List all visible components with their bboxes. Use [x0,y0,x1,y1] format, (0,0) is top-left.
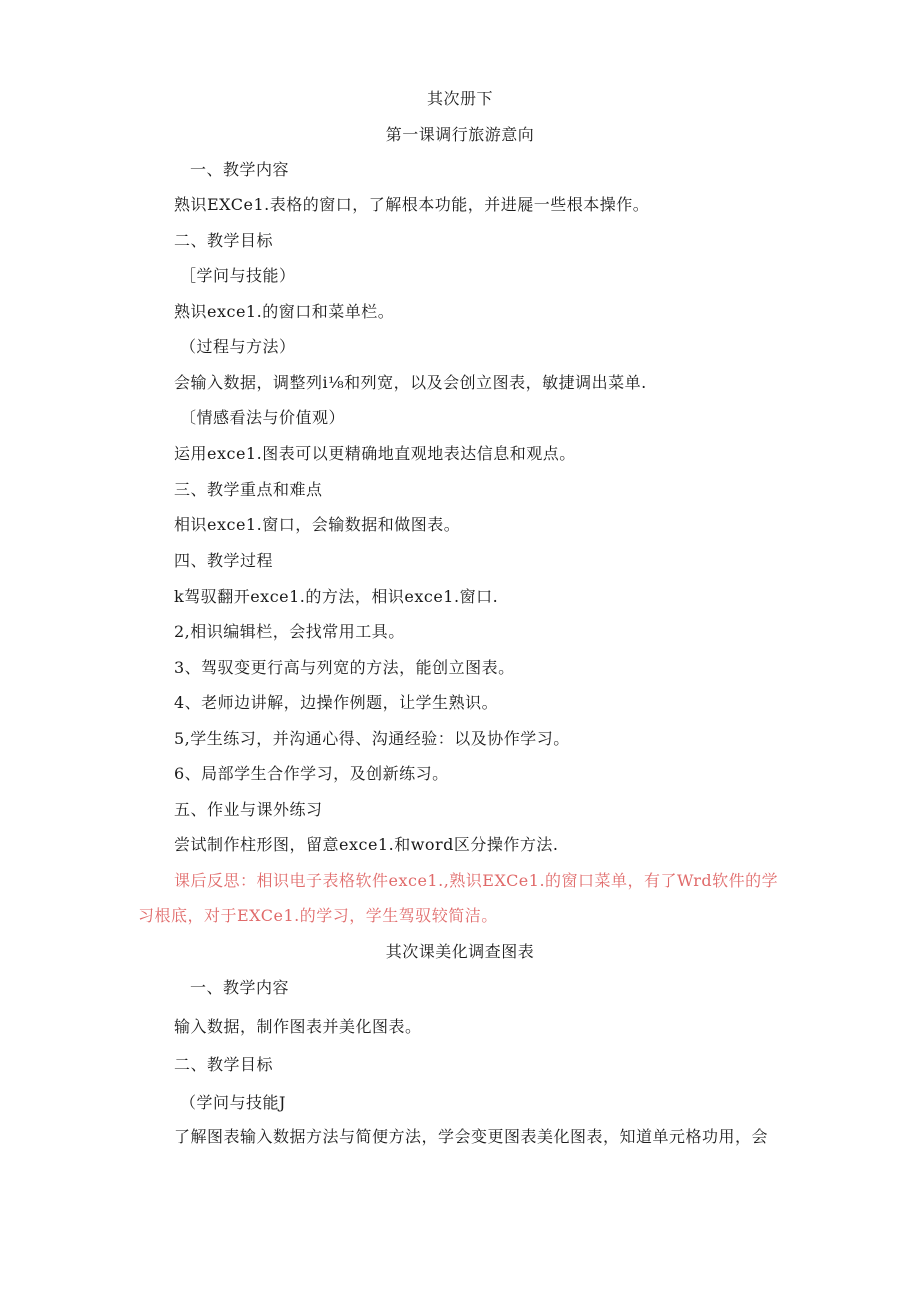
book-title: 其次册下 [426,89,493,108]
lesson2-goal-knowledge-heading: （学问与技能J [180,1093,286,1112]
lesson1-goal-process-text: 会输入数据，调整列i⅛和列宽，以及会创立图表，敏捷调出菜单. [174,373,647,392]
lesson1-goal-knowledge-heading: ［学问与技能） [180,266,296,285]
lesson1-step: 3、驾驭变更行高与列宽的方法，能创立图表。 [174,658,515,677]
lesson1-reflection-line1: 课后反思：相识电子表格软件exce1.,熟识EXCe1.的窗口菜单，有了Wrd软件的学 [174,871,779,890]
lesson1-goal-attitude-text: 运用exce1.图表可以更精确地直观地表达信息和观点。 [174,444,576,463]
lesson1-goal-process-heading: （过程与方法） [180,337,296,356]
lesson1-section2-heading: 二、教学目标 [174,231,274,250]
lesson1-section3-heading: 三、教学重点和难点 [174,480,323,499]
lesson2-goal-knowledge-text: 了解图表输入数据方法与简便方法，学会变更图表美化图表，知道单元格功用，会 [174,1127,769,1146]
lesson1-goal-attitude-heading: 〔情感看法与价值观） [180,408,346,427]
lesson1-step: 6、局部学生合作学习，及创新练习。 [174,764,449,783]
lesson2-section1-text: 输入数据，制作图表并美化图表。 [174,1017,422,1036]
lesson1-step: 5,学生练习，并沟通心得、沟通经验：以及协作学习。 [174,729,570,748]
lesson1-goal-knowledge-text: 熟识exce1.的窗口和菜单栏。 [174,302,395,321]
lesson1-section5-text: 尝试制作柱形图，留意exce1.和word区分操作方法. [174,835,559,854]
lesson1-section1-heading: 一、教学内容 [190,160,290,179]
lesson1-step: 2,相识编辑栏，会找常用工具。 [174,622,405,641]
lesson1-section3-text: 相识exce1.窗口，会输数据和做图表。 [174,515,461,534]
lesson2-section1-heading: 一、教学内容 [190,978,290,997]
lesson1-section4-heading: 四、教学过程 [174,551,274,570]
lesson1-section5-heading: 五、作业与课外练习 [174,800,323,819]
lesson1-reflection-line2: 习根底，对于EXCe1.的学习，学生驾驭较简洁。 [138,906,498,925]
lesson2-section2-heading: 二、教学目标 [174,1055,274,1074]
lesson1-section1-text: 熟识EXCe1.表格的窗口，了解根本功能，并进屣一些根本操作。 [174,195,650,214]
lesson1-step: 4、老师边讲解，边操作例题，让学生熟识。 [174,693,499,712]
lesson1-title: 第一课调行旅游意向 [385,125,535,144]
lesson2-title: 其次课美化调查图表 [385,942,535,961]
lesson1-step: k驾驭翻开exce1.的方法，相识exce1.窗口. [174,587,499,606]
